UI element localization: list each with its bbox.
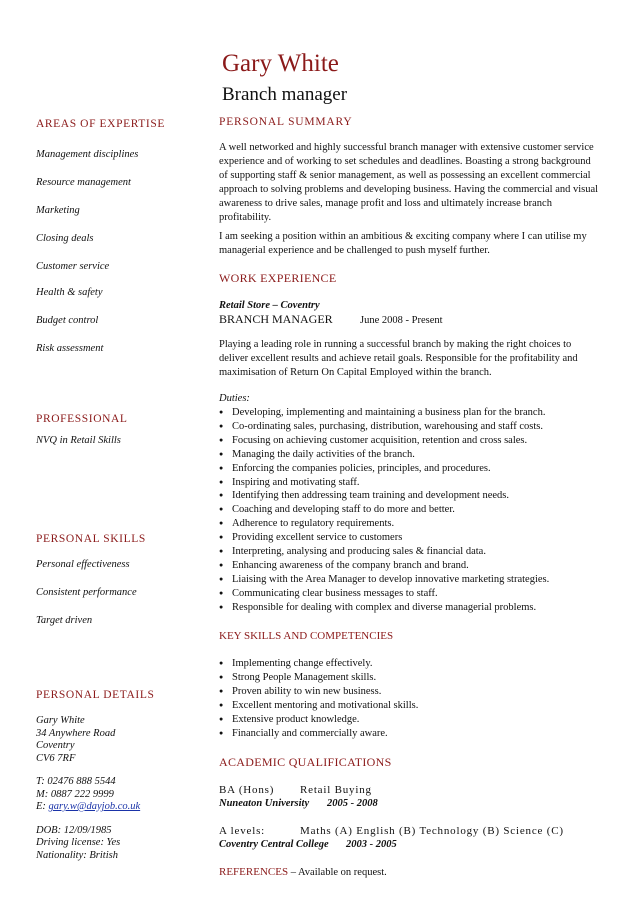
references-text: – Available on request.	[288, 867, 387, 878]
expertise-item: Budget control	[36, 315, 99, 326]
school-years: 2005 - 2008	[327, 798, 378, 809]
details-mobile: M: 0887 222 9999	[36, 788, 114, 800]
skill-item: ● Proven ability to win new business.	[219, 685, 418, 699]
qualification-label: BA (Hons)	[219, 784, 275, 796]
duty-item: ● Enforcing the companies policies, principles, and procedures.	[219, 462, 549, 476]
details-name: Gary White	[36, 715, 85, 726]
qualification-label: A levels:	[219, 825, 266, 837]
candidate-name: Gary White	[222, 50, 339, 77]
job-role: BRANCH MANAGER	[219, 312, 333, 326]
duty-item: ● Responsible for dealing with complex and diverse managerial problems.	[219, 601, 549, 615]
work-heading: WORK EXPERIENCE	[219, 271, 337, 285]
details-address-line: 34 Anywhere Road	[36, 727, 116, 739]
details-city: Coventry	[36, 740, 75, 751]
summary-paragraph: A well networked and highly successful branch manager with extensive customer service experience and of working to set schedules and deadlines. Boasting a strong background of supporting staff & senior management, as well as possessing an excellent commercial approach to solving problems and developing business. Having the commercial and visual awareness to drive sales, manage profit and loss and ultimately increase branch profitability.	[219, 142, 599, 223]
expertise-heading: AREAS OF EXPERTISE	[36, 118, 165, 130]
duty-item: ● Enhancing awareness of the company branch and brand.	[219, 559, 549, 573]
professional-item: NVQ in Retail Skills	[36, 435, 121, 446]
personal-details	[36, 715, 140, 862]
skills-heading: KEY SKILLS AND COMPETENCIES	[219, 630, 394, 642]
duty-item: ● Co-ordinating sales, purchasing, distribution, warehousing and staff costs.	[219, 420, 549, 434]
details-phone: T: 02476 888 5544	[36, 776, 116, 787]
skill-item: ● Excellent mentoring and motivational skills.	[219, 699, 418, 713]
skill-item: ● Implementing change effectively.	[219, 657, 418, 671]
duties-label: Duties:	[219, 393, 250, 404]
duty-item: ● Inspiring and motivating staff.	[219, 476, 549, 490]
skills-list	[219, 657, 418, 740]
duty-item: ● Adherence to regulatory requirements.	[219, 517, 549, 531]
references-row	[219, 866, 387, 878]
summary-paragraph: I am seeking a position within an ambitious & exciting company where I can utilise my managerial experience and be challenged to push myself further.	[219, 231, 587, 256]
job-title: Branch manager	[222, 84, 348, 105]
personal-skill-item: Consistent performance	[36, 587, 137, 598]
school-name: Coventry Central College	[219, 839, 329, 850]
expertise-item: Resource management	[36, 177, 131, 188]
school-years: 2003 - 2005	[346, 839, 397, 850]
details-postcode: CV6 7RF	[36, 752, 76, 764]
skill-item: ● Extensive product knowledge.	[219, 713, 418, 727]
expertise-item: Marketing	[36, 205, 80, 216]
personal-skill-item: Target driven	[36, 615, 93, 626]
duty-item: ● Managing the daily activities of the branch.	[219, 448, 549, 462]
professional-heading: PROFESSIONAL	[36, 413, 128, 425]
expertise-item: Management disciplines	[36, 149, 139, 160]
details-dob: DOB: 12/09/1985	[36, 824, 112, 836]
school-name: Nuneaton University	[219, 798, 310, 809]
personal-skills-heading: PERSONAL SKILLS	[36, 533, 146, 545]
expertise-item: Customer service	[36, 261, 110, 272]
academic-heading: ACADEMIC QUALIFICATIONS	[219, 755, 392, 769]
job-description: Playing a leading role in running a successful branch by making the right choices to deliver excellent results and achieve retail goals. Responsible for the profitability and maximisation of Return On Capital Employed within the branch.	[219, 339, 578, 378]
expertise-item: Closing deals	[36, 233, 94, 244]
skill-item: ● Strong People Management skills.	[219, 671, 418, 685]
qualification-subject: Maths (A) English (B) Technology (B) Science (C)	[300, 825, 564, 837]
expertise-item: Health & safety	[36, 287, 103, 298]
details-license: Driving license: Yes	[36, 837, 121, 848]
duty-item: ● Identifying then addressing team training and development needs.	[219, 489, 549, 503]
duty-item: ● Developing, implementing and maintaining a business plan for the branch.	[219, 406, 549, 420]
duty-item: ● Communicating clear business messages to staff.	[219, 587, 549, 601]
expertise-item: Risk assessment	[36, 343, 104, 354]
duty-item: ● Liaising with the Area Manager to develop innovative marketing strategies.	[219, 573, 549, 587]
email-link[interactable]: gary.w@dayjob.co.uk	[48, 801, 141, 812]
details-nationality: Nationality: British	[36, 849, 118, 861]
job-dates: June 2008 - Present	[360, 315, 443, 326]
skill-item: ● Financially and commercially aware.	[219, 727, 418, 741]
email-label: E:	[36, 801, 49, 812]
duties-list	[219, 406, 549, 615]
details-email-row	[36, 801, 140, 814]
employer: Retail Store – Coventry	[219, 300, 320, 311]
duty-item: ● Providing excellent service to customers	[219, 531, 549, 545]
references-heading: REFERENCES	[219, 866, 289, 878]
duty-item: ● Coaching and developing staff to do more and better.	[219, 503, 549, 517]
duty-item: ● Focusing on achieving customer acquisition, retention and cross sales.	[219, 434, 549, 448]
personal-details-heading: PERSONAL DETAILS	[36, 689, 155, 701]
personal-skill-item: Personal effectiveness	[36, 559, 130, 570]
duty-item: ● Interpreting, analysing and producing sales & financial data.	[219, 545, 549, 559]
qualification-subject: Retail Buying	[300, 784, 372, 796]
summary-heading: PERSONAL SUMMARY	[219, 116, 353, 128]
